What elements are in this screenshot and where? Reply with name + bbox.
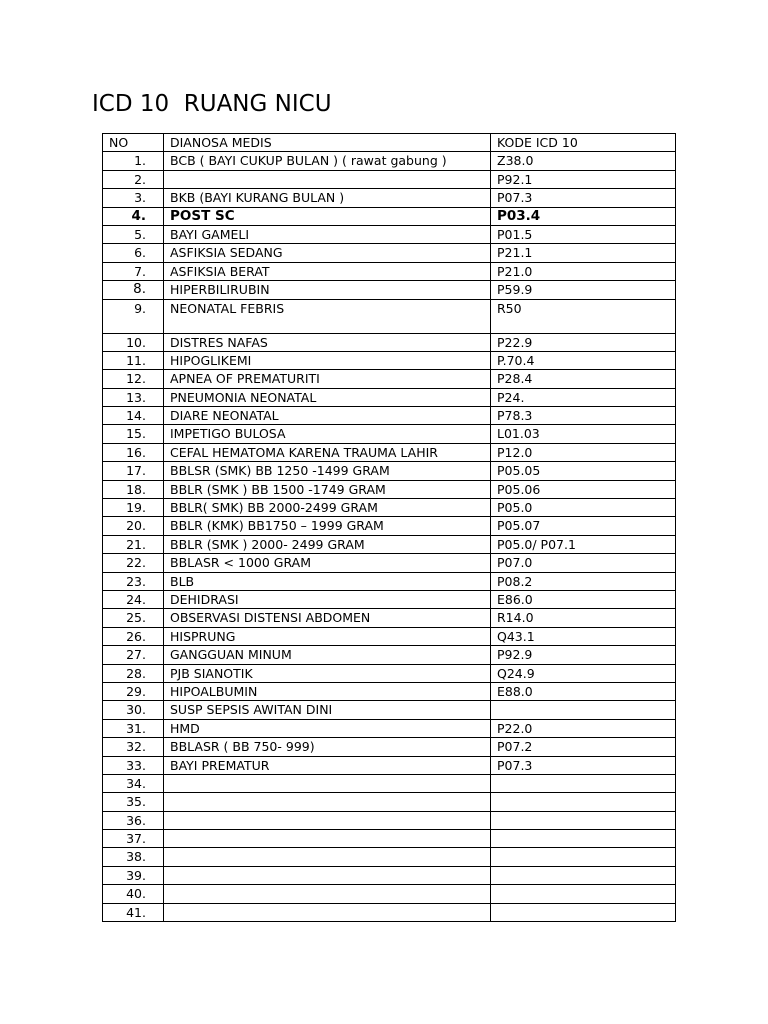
- table-row: [103, 152, 676, 170]
- icd-code-cell: P07.2: [491, 738, 676, 756]
- row-number-cell: 35.: [103, 793, 164, 811]
- icd-code-cell: P07.3: [491, 189, 676, 207]
- table-row: [103, 462, 676, 480]
- diagnosis-cell: BBLASR < 1000 GRAM: [164, 554, 491, 572]
- row-number-cell: 21.: [103, 535, 164, 553]
- diagnosis-cell: [164, 774, 491, 792]
- icd-code-cell: P21.0: [491, 262, 676, 280]
- table-row: [103, 682, 676, 700]
- diagnosis-cell: [164, 866, 491, 884]
- icd-code-cell: R50: [491, 299, 676, 333]
- table-row: [103, 774, 676, 792]
- row-number-cell: 24.: [103, 590, 164, 608]
- diagnosis-cell: BLB: [164, 572, 491, 590]
- icd-code-cell: [491, 701, 676, 719]
- row-number-cell: 22.: [103, 554, 164, 572]
- diagnosis-cell: [164, 848, 491, 866]
- table-row: [103, 189, 676, 207]
- table-row: [103, 903, 676, 921]
- row-number-cell: 40.: [103, 885, 164, 903]
- table-row: [103, 333, 676, 351]
- row-number-cell: 3.: [103, 189, 164, 207]
- table-row: [103, 811, 676, 829]
- icd-code-cell: [491, 811, 676, 829]
- row-number-cell: 27.: [103, 646, 164, 664]
- table-row: [103, 848, 676, 866]
- table-row: [103, 830, 676, 848]
- table-row: [103, 225, 676, 243]
- row-number-cell: 26.: [103, 627, 164, 645]
- row-number-cell: 2.: [103, 170, 164, 188]
- icd-code-cell: P07.0: [491, 554, 676, 572]
- row-number-cell: 15.: [103, 425, 164, 443]
- icd-code-cell: P05.05: [491, 462, 676, 480]
- icd-code-cell: P05.06: [491, 480, 676, 498]
- header-diagnosis: DIANOSA MEDIS: [164, 134, 491, 152]
- row-number-cell: 28.: [103, 664, 164, 682]
- diagnosis-cell: BBLR (SMK ) 2000- 2499 GRAM: [164, 535, 491, 553]
- table-row: [103, 388, 676, 406]
- icd-code-cell: P08.2: [491, 572, 676, 590]
- table-row: [103, 609, 676, 627]
- diagnosis-cell: OBSERVASI DISTENSI ABDOMEN: [164, 609, 491, 627]
- diagnosis-cell: POST SC: [164, 207, 491, 225]
- diagnosis-cell: BAYI GAMELI: [164, 225, 491, 243]
- icd-code-cell: P59.9: [491, 281, 676, 299]
- diagnosis-cell: BBLR (KMK) BB1750 – 1999 GRAM: [164, 517, 491, 535]
- icd-code-cell: P01.5: [491, 225, 676, 243]
- diagnosis-cell: BAYI PREMATUR: [164, 756, 491, 774]
- diagnosis-cell: DEHIDRASI: [164, 590, 491, 608]
- row-number-cell: 34.: [103, 774, 164, 792]
- table-row: [103, 793, 676, 811]
- diagnosis-cell: CEFAL HEMATOMA KARENA TRAUMA LAHIR: [164, 443, 491, 461]
- diagnosis-cell: HIPERBILIRUBIN: [164, 281, 491, 299]
- diagnosis-cell: BBLASR ( BB 750- 999): [164, 738, 491, 756]
- diagnosis-cell: HISPRUNG: [164, 627, 491, 645]
- row-number-cell: 4.: [103, 207, 164, 225]
- icd-code-cell: P28.4: [491, 370, 676, 388]
- icd-code-cell: P22.0: [491, 719, 676, 737]
- icd-code-cell: [491, 848, 676, 866]
- icd-code-cell: P22.9: [491, 333, 676, 351]
- diagnosis-cell: ASFIKSIA BERAT: [164, 262, 491, 280]
- icd-code-cell: E88.0: [491, 682, 676, 700]
- icd-code-cell: L01.03: [491, 425, 676, 443]
- table-row: [103, 370, 676, 388]
- diagnosis-cell: ASFIKSIA SEDANG: [164, 244, 491, 262]
- diagnosis-cell: NEONATAL FEBRIS: [164, 299, 491, 333]
- icd-code-cell: P05.0/ P07.1: [491, 535, 676, 553]
- row-number-cell: 1.: [103, 152, 164, 170]
- diagnosis-cell: GANGGUAN MINUM: [164, 646, 491, 664]
- icd-code-cell: P07.3: [491, 756, 676, 774]
- icd-code-cell: R14.0: [491, 609, 676, 627]
- diagnosis-cell: BBLR( SMK) BB 2000-2499 GRAM: [164, 499, 491, 517]
- row-number-cell: 25.: [103, 609, 164, 627]
- diagnosis-cell: [164, 170, 491, 188]
- icd-code-cell: P.70.4: [491, 351, 676, 369]
- icd-code-cell: [491, 885, 676, 903]
- header-code: KODE ICD 10: [491, 134, 676, 152]
- page-title: ICD 10 RUANG NICU: [92, 91, 332, 117]
- icd-code-cell: E86.0: [491, 590, 676, 608]
- table-row: [103, 443, 676, 461]
- row-number-cell: 12.: [103, 370, 164, 388]
- diagnosis-cell: SUSP SEPSIS AWITAN DINI: [164, 701, 491, 719]
- table-row: [103, 756, 676, 774]
- table-header-row: [103, 134, 676, 152]
- diagnosis-cell: [164, 885, 491, 903]
- icd-code-cell: P21.1: [491, 244, 676, 262]
- table-row: [103, 554, 676, 572]
- diagnosis-cell: [164, 903, 491, 921]
- icd-code-cell: P92.1: [491, 170, 676, 188]
- table-row: [103, 885, 676, 903]
- diagnosis-cell: HMD: [164, 719, 491, 737]
- diagnosis-cell: [164, 793, 491, 811]
- icd-code-cell: P05.07: [491, 517, 676, 535]
- diagnosis-cell: PNEUMONIA NEONATAL: [164, 388, 491, 406]
- diagnosis-cell: DISTRES NAFAS: [164, 333, 491, 351]
- icd-code-cell: Q43.1: [491, 627, 676, 645]
- diagnosis-cell: PJB SIANOTIK: [164, 664, 491, 682]
- diagnosis-cell: APNEA OF PREMATURITI: [164, 370, 491, 388]
- diagnosis-cell: HIPOGLIKEMI: [164, 351, 491, 369]
- table-row: [103, 517, 676, 535]
- table-row: [103, 664, 676, 682]
- table-row: [103, 646, 676, 664]
- table-row: [103, 351, 676, 369]
- icd-code-cell: [491, 830, 676, 848]
- icd-code-cell: Z38.0: [491, 152, 676, 170]
- row-number-cell: 9.: [103, 299, 164, 333]
- icd-code-cell: P05.0: [491, 499, 676, 517]
- row-number-cell: 17.: [103, 462, 164, 480]
- row-number-cell: 31.: [103, 719, 164, 737]
- table-row: [103, 499, 676, 517]
- row-number-cell: 33.: [103, 756, 164, 774]
- table-row: [103, 170, 676, 188]
- table-row: [103, 425, 676, 443]
- row-number-cell: 18.: [103, 480, 164, 498]
- row-number-cell: 10.: [103, 333, 164, 351]
- diagnosis-cell: BBLR (SMK ) BB 1500 -1749 GRAM: [164, 480, 491, 498]
- table-row: [103, 407, 676, 425]
- icd-code-cell: [491, 793, 676, 811]
- icd-code-cell: [491, 903, 676, 921]
- row-number-cell: 29.: [103, 682, 164, 700]
- row-number-cell: 14.: [103, 407, 164, 425]
- row-number-cell: 41.: [103, 903, 164, 921]
- icd-table: [102, 133, 676, 922]
- row-number-cell: 8.: [103, 281, 164, 299]
- table-row: [103, 244, 676, 262]
- row-number-cell: 20.: [103, 517, 164, 535]
- table-row: [103, 627, 676, 645]
- row-number-cell: 13.: [103, 388, 164, 406]
- diagnosis-cell: [164, 811, 491, 829]
- table-row: [103, 590, 676, 608]
- diagnosis-cell: BCB ( BAYI CUKUP BULAN ) ( rawat gabung ): [164, 152, 491, 170]
- icd-code-cell: P12.0: [491, 443, 676, 461]
- icd-code-cell: P92.9: [491, 646, 676, 664]
- diagnosis-cell: [164, 830, 491, 848]
- diagnosis-cell: BBLSR (SMK) BB 1250 -1499 GRAM: [164, 462, 491, 480]
- row-number-cell: 23.: [103, 572, 164, 590]
- icd-code-cell: P03.4: [491, 207, 676, 225]
- table-row: [103, 701, 676, 719]
- diagnosis-cell: DIARE NEONATAL: [164, 407, 491, 425]
- table-row: [103, 207, 676, 225]
- row-number-cell: 38.: [103, 848, 164, 866]
- table-row: [103, 572, 676, 590]
- row-number-cell: 37.: [103, 830, 164, 848]
- table-row: [103, 719, 676, 737]
- icd-code-cell: P78.3: [491, 407, 676, 425]
- row-number-cell: 19.: [103, 499, 164, 517]
- row-number-cell: 6.: [103, 244, 164, 262]
- table-row: [103, 480, 676, 498]
- row-number-cell: 36.: [103, 811, 164, 829]
- row-number-cell: 16.: [103, 443, 164, 461]
- table-row: [103, 738, 676, 756]
- header-no: NO: [103, 134, 164, 152]
- row-number-cell: 30.: [103, 701, 164, 719]
- table-row: [103, 262, 676, 280]
- table-row: [103, 866, 676, 884]
- table-row: [103, 535, 676, 553]
- row-number-cell: 11.: [103, 351, 164, 369]
- row-number-cell: 39.: [103, 866, 164, 884]
- icd-code-cell: Q24.9: [491, 664, 676, 682]
- diagnosis-cell: HIPOALBUMIN: [164, 682, 491, 700]
- diagnosis-cell: BKB (BAYI KURANG BULAN ): [164, 189, 491, 207]
- table-row: [103, 299, 676, 333]
- table-row: [103, 281, 676, 299]
- icd-code-cell: P24.: [491, 388, 676, 406]
- row-number-cell: 32.: [103, 738, 164, 756]
- row-number-cell: 5.: [103, 225, 164, 243]
- row-number-cell: 7.: [103, 262, 164, 280]
- diagnosis-cell: IMPETIGO BULOSA: [164, 425, 491, 443]
- icd-code-cell: [491, 866, 676, 884]
- icd-code-cell: [491, 774, 676, 792]
